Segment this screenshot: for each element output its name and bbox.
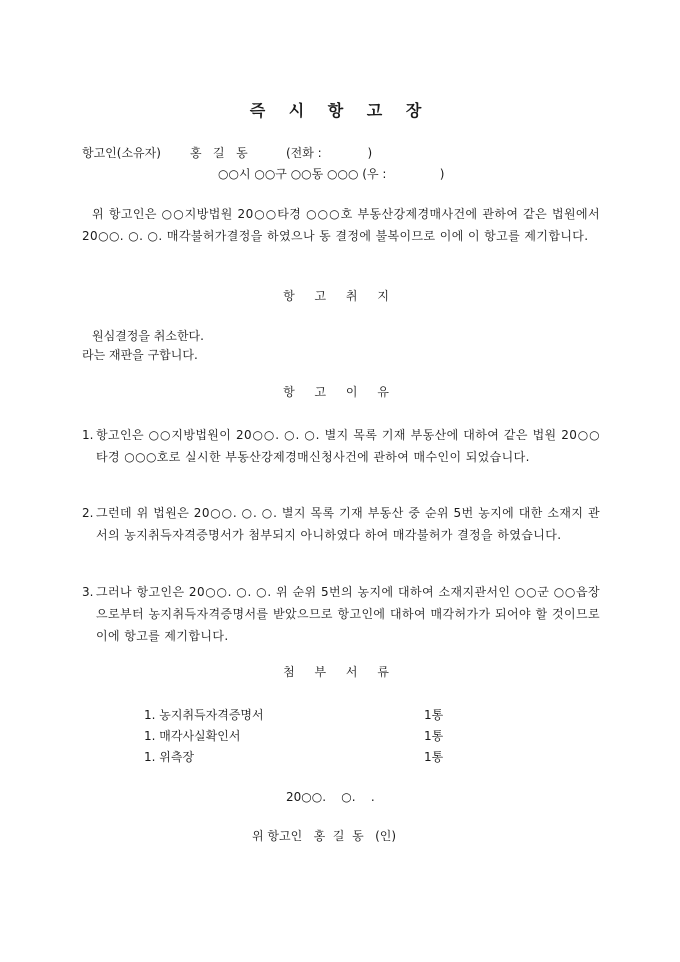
reason-item-1-number: 1. [82,428,94,442]
appellant-phone: (전화 : ) [286,146,373,160]
reason-item-1 [82,424,600,490]
intro-paragraph: 위 항고인은 ○○지방법원 20○○타경 ○○○호 부동산강제경매사건에 관하여 같은 법원에서 20○○. ○. ○. 매각불허가결정을 하였으나 동 결정에 불복이므로 이에 이 항고를 제기합니다. [82,207,600,243]
document-title: 즉 시 항 고 장 [249,101,431,120]
attachments-heading: 첨 부 서 류 [283,665,397,679]
document-date: 20○○. ○. . [286,790,375,804]
reason-item-3-number: 3. [82,585,94,599]
appellant-address: ○○시 ○○구 ○○동 ○○○ (우 : ) [218,167,445,181]
reason-item-2-text: 그런데 위 법원은 20○○. ○. ○. 별지 목록 기재 부동산 중 순위 5번 농지에 대한 소재지 관서의 농지취득자격증명서가 첨부되지 아니하였다 하여 매각불허가 결정을 하였습니다. [96,506,600,542]
purpose-line-2: 라는 재판을 구합니다. [82,348,198,362]
attachment-3-qty: 1통 [424,750,444,764]
reason-item-3-text: 그러나 항고인은 20○○. ○. ○. 위 순위 5번의 농지에 대하여 소재지관서인 ○○군 ○○읍장으로부터 농지취득자격증명서를 받았으므로 항고인에 대하여 매각허가가 되어야 할 것이므로 이에 항고를 제기합니다. [96,585,600,643]
signature-line: 위 항고인 홍 길 동 (인) [252,829,397,843]
reason-item-2 [82,502,600,568]
appellant-name: 홍 길 동 [190,146,248,160]
attachment-3-name: 1. 위측장 [144,750,195,764]
attachment-2-name: 1. 매각사실확인서 [144,729,241,743]
reason-item-2-number: 2. [82,506,94,520]
attachment-1-name: 1. 농지취득자격증명서 [144,708,264,722]
reason-item-1-text: 항고인은 ○○지방법원이 20○○. ○. ○. 별지 목록 기재 부동산에 대하여 같은 법원 20○○타경 ○○○호로 실시한 부동산강제경매신청사건에 관하여 매수인이 되었습니다. [96,428,600,464]
attachment-1-qty: 1통 [424,708,444,722]
purpose-line-1: 원심결정을 취소한다. [92,329,204,343]
appellant-label: 항고인(소유자) [82,146,161,160]
purpose-heading: 항 고 취 지 [283,289,397,303]
attachment-2-qty: 1통 [424,729,444,743]
reason-item-3 [82,581,600,647]
reasons-heading: 항 고 이 유 [283,385,397,399]
